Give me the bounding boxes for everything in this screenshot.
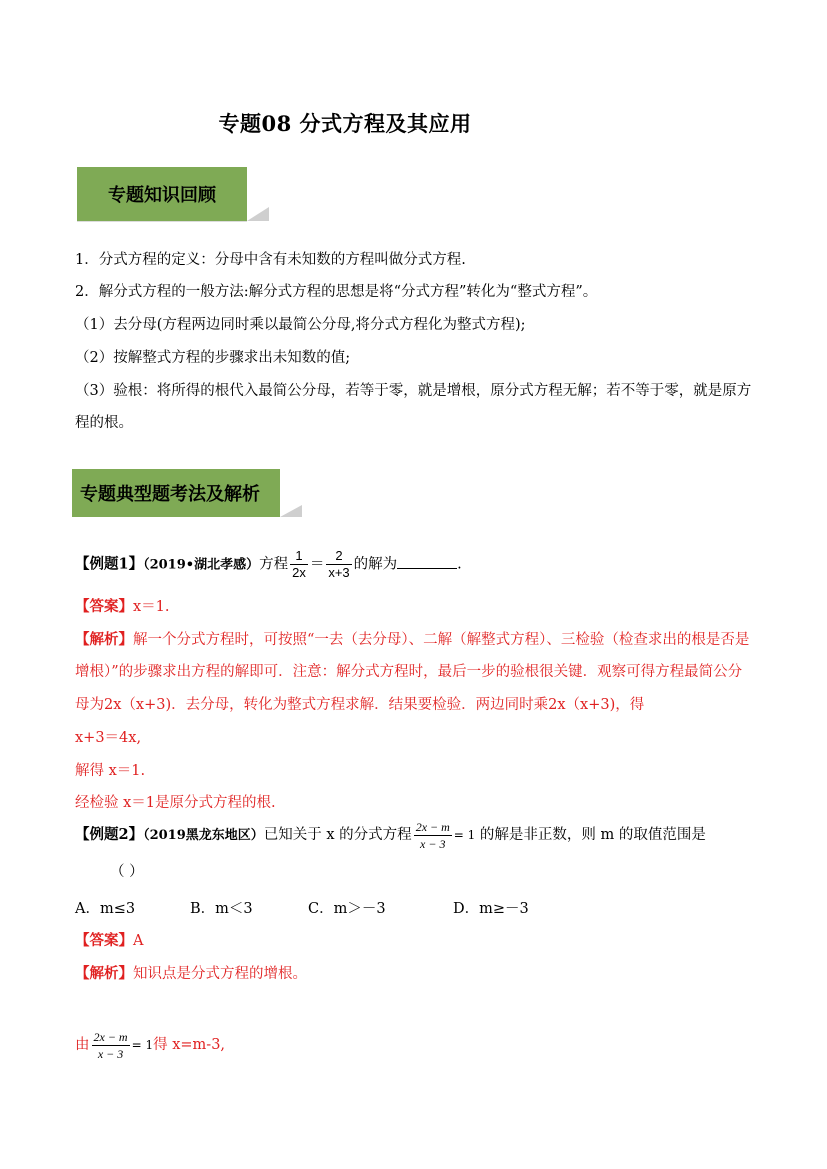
example-1-source: （2019•湖北孝感）	[143, 557, 260, 573]
example-2-paren: （ ）	[110, 864, 144, 880]
section-title-examples: 专题典型题考法及解析	[80, 484, 260, 505]
example-1-eq: ＝	[309, 556, 325, 573]
answer-1-tag: 【答案】	[75, 598, 133, 615]
example-2-tag: 【例题2】	[75, 826, 144, 843]
fraction-4-denominator: x − 3	[92, 1045, 130, 1062]
section-banner-label	[72, 469, 280, 517]
page-title: 专题08 分式方程及其应用	[218, 111, 472, 136]
fraction-3	[414, 819, 452, 852]
analysis-1-line5: 解得 x＝1.	[75, 763, 146, 779]
fraction-3-numerator: 2x − m	[415, 819, 450, 834]
fraction-1-numerator: 1	[295, 548, 303, 563]
example-1-post: 的解为	[353, 556, 398, 573]
step-post: 得 x=m-3,	[153, 1037, 226, 1053]
answer-blank	[397, 554, 457, 569]
example-2-eq: = 1	[453, 828, 476, 842]
section-banner-review	[77, 167, 247, 221]
example-1-pre: 方程	[259, 556, 289, 573]
example-1	[75, 548, 462, 581]
banner-shadow	[280, 505, 302, 517]
fraction-1	[290, 548, 308, 581]
analysis-2-text: 知识点是分式方程的增根。	[133, 966, 307, 982]
fraction-3-denominator: x − 3	[414, 835, 452, 852]
analysis-1-line4: x+3＝4x,	[75, 730, 142, 746]
section-banner-examples	[72, 469, 280, 517]
analysis-1-tag: 【解析】	[75, 631, 133, 648]
analysis-1-line6: 经检验 x＝1是原分式方程的根.	[75, 795, 276, 811]
example-2-source: （2019黑龙东地区）	[143, 828, 264, 843]
banner-shadow-strip	[77, 221, 247, 222]
fraction-1-denominator: 2x	[292, 565, 306, 580]
fraction-4	[92, 1029, 130, 1062]
section-banner-label	[77, 167, 247, 221]
fraction-2-denominator: x+3	[328, 565, 350, 580]
fraction-2	[326, 548, 351, 581]
review-p2: 2．解分式方程的一般方法:解分式方程的思想是将“分式方程”转化为“整式方程”。	[75, 284, 598, 300]
review-p5a: （3）验根：将所得的根代入最简公分母，若等于零，就是增根，原分式方程无解；若不等于零，就是原方	[75, 383, 752, 399]
example-2	[75, 817, 706, 854]
review-p3: （1）去分母(方程两边同时乘以最简公分母,将分式方程化为整式方程);	[75, 317, 526, 333]
step-pre: 由	[75, 1037, 90, 1053]
option-c: C．m＞－3	[308, 901, 386, 917]
answer-2-tag: 【答案】	[75, 932, 133, 949]
banner-shadow	[247, 207, 269, 221]
analysis-1-line1	[75, 630, 749, 650]
option-b: B．m＜3	[190, 901, 253, 917]
example-1-tag: 【例题1】	[75, 555, 144, 573]
example-2-post: 的解是非正数，则 m 的取值范围是	[475, 827, 706, 843]
fraction-4-numerator: 2x − m	[93, 1029, 128, 1044]
analysis-1-line2: 增根）”的步骤求出方程的解即可．注意：解分式方程时，最后一步的验根很关键．观察可得方程最简公分	[75, 664, 743, 680]
review-p4: （2）按解整式方程的步骤求出未知数的值;	[75, 350, 351, 366]
option-d: D．m≥－3	[453, 901, 529, 917]
review-p1: 1．分式方程的定义：分母中含有未知数的方程叫做分式方程.	[75, 252, 466, 268]
option-a: A．m≤3	[75, 901, 136, 917]
fraction-2-numerator: 2	[335, 548, 343, 563]
analysis-1-line3: 母为2x（x+3)．去分母，转化为整式方程求解．结果要检验．两边同时乘2x（x+3)，得	[75, 697, 645, 713]
example-2-pre: 已知关于 x 的分式方程	[263, 827, 412, 843]
analysis-1-text1: 解一个分式方程时，可按照“一去（去分母）、二解（解整式方程）、三检验（检查求出的根是否是	[133, 632, 750, 648]
analysis-2-tag: 【解析】	[75, 965, 133, 982]
analysis-2	[75, 964, 307, 984]
review-p5b: 程的根。	[75, 415, 133, 431]
answer-1	[75, 597, 170, 617]
answer-2	[75, 931, 143, 951]
step-eq: = 1	[131, 1038, 154, 1052]
answer-2-text: A	[133, 933, 144, 949]
analysis-2-step	[75, 1027, 225, 1063]
answer-1-text: x＝1.	[133, 599, 170, 615]
example-1-end: .	[457, 556, 462, 573]
section-title-review: 专题知识回顾	[108, 185, 216, 206]
